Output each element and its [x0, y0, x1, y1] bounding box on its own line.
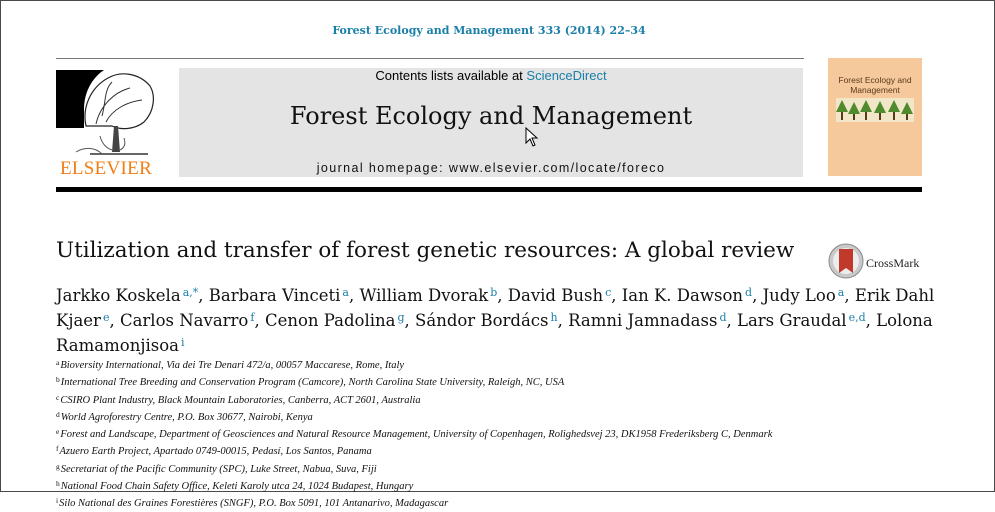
homepage-prefix: journal homepage: [316, 161, 449, 175]
author [763, 286, 855, 305]
author-affiliation-marker[interactable]: f [250, 311, 255, 324]
affiliation-row [56, 425, 956, 442]
affiliation-letter: h [56, 479, 60, 489]
author-affiliation-marker[interactable]: b [490, 286, 498, 299]
author [622, 286, 763, 305]
author-name[interactable]: Lars Graudal [736, 311, 847, 330]
elsevier-wordmark: ELSEVIER [59, 158, 153, 179]
author-affiliation-marker[interactable]: e [102, 311, 110, 324]
author-separator: , [404, 311, 416, 330]
author-affiliation-marker[interactable]: g [397, 311, 405, 324]
author-name[interactable]: Jarkko Koskela [56, 286, 181, 305]
crossmark-label[interactable]: CrossMark [866, 256, 920, 270]
header-thick-rule [56, 187, 922, 192]
author-name[interactable]: David Bush [507, 286, 604, 305]
author-name[interactable]: Erik Dahl Kjaer [56, 286, 935, 330]
article-title: Utilization and transfer of forest genetic resources: A global review [56, 238, 795, 263]
author-separator: , [844, 286, 855, 305]
author-list [56, 282, 936, 357]
journal-citation [0, 24, 978, 37]
affiliation-letter: e [56, 427, 60, 437]
affiliation-row [56, 391, 956, 408]
cover-trees-icon [836, 98, 914, 122]
top-rule [56, 58, 804, 59]
author-affiliation-marker[interactable]: h [550, 311, 558, 324]
journal-homepage [179, 161, 803, 175]
affiliation-row [56, 494, 956, 511]
author-name[interactable]: Barbara Vinceti [208, 286, 341, 305]
affiliation-text: World Agroforestry Centre, P.O. Box 30677, Nairobi, Kenya [60, 411, 313, 423]
affiliation-row [56, 460, 956, 477]
contents-line [179, 68, 803, 83]
author-separator: , [611, 286, 622, 305]
author-name[interactable]: Judy Loo [762, 286, 836, 305]
author [120, 311, 265, 330]
affiliation-row [56, 408, 956, 425]
homepage-url-link[interactable]: www.elsevier.com/locate/foreco [448, 161, 666, 175]
author-separator: , [497, 286, 508, 305]
author-separator: , [348, 286, 360, 305]
author-separator: , [109, 311, 120, 330]
author-affiliation-marker[interactable]: a [837, 286, 845, 299]
author-name[interactable]: Cenon Padolina [264, 311, 396, 330]
affiliation-row [56, 373, 956, 390]
author-affiliation-marker[interactable]: i [180, 336, 185, 349]
author-affiliation-marker[interactable]: e,d [848, 311, 866, 324]
cover-title: Forest Ecology and Management [838, 75, 912, 95]
crossmark-icon[interactable] [828, 243, 864, 279]
author-separator: , [557, 311, 569, 330]
author-name[interactable]: Ian K. Dawson [621, 286, 744, 305]
author [209, 286, 360, 305]
journal-banner [179, 68, 803, 177]
affiliation-text: Secretariat of the Pacific Community (SPC), Luke Street, Nabua, Suva, Fiji [60, 463, 377, 475]
affiliation-row [56, 356, 956, 373]
author-separator: , [254, 311, 265, 330]
author-affiliation-marker[interactable]: c [605, 286, 612, 299]
author-separator: , [198, 286, 209, 305]
affiliation-text: National Food Chain Safety Office, Keleti Karoly utca 24, 1024 Budapest, Hungary [60, 481, 414, 493]
author-name[interactable]: Carlos Navarro [119, 311, 249, 330]
author [56, 286, 209, 305]
affiliation-letter: b [56, 375, 60, 385]
journal-title: Forest Ecology and Management [289, 102, 693, 130]
author-name[interactable]: William Dvorak [359, 286, 489, 305]
affiliation-letter: d [56, 409, 60, 419]
author-separator: , [865, 311, 877, 330]
affiliation-text: Forest and Landscape, Department of Geosciences and Natural Resource Management, University of Copenhagen, Rolighedsvej 23, DK1958 Frederiksberg C, Denmark [60, 429, 773, 441]
author-affiliation-marker[interactable]: a [342, 286, 349, 299]
author [359, 286, 507, 305]
author-name[interactable]: Sándor Bordács [415, 311, 549, 330]
affiliation-text: Bioversity International, Via dei Tre Denari 472/a, 00057 Maccarese, Rome, Italy [60, 360, 405, 371]
author [415, 311, 568, 330]
mouse-cursor-icon [525, 127, 539, 147]
author-affiliation-marker[interactable]: d [719, 311, 727, 324]
affiliation-letter: a [56, 358, 60, 367]
author-affiliation-marker[interactable]: d [745, 286, 753, 299]
affiliation-letter: i [56, 496, 59, 506]
affiliation-text: Azuero Earth Project, Apartado 0749-00015, Pedasí, Los Santos, Panama [59, 446, 372, 458]
author-separator: , [752, 286, 763, 305]
citation-link[interactable]: Forest Ecology and Management 333 (2014) 22–34 [332, 24, 646, 37]
affiliation-list [56, 356, 956, 512]
author [568, 311, 737, 330]
author-affiliation-marker[interactable]: a,* [182, 286, 199, 299]
author-name[interactable]: Ramni Jamnadass [568, 311, 718, 330]
author [508, 286, 622, 305]
author-name[interactable]: Lolona Ramamonjisoa [56, 311, 933, 355]
sciencedirect-link[interactable]: ScienceDirect [526, 68, 607, 83]
affiliation-letter: g [56, 461, 60, 471]
author [737, 311, 876, 330]
affiliation-text: CSIRO Plant Industry, Black Mountain Laboratories, Canberra, ACT 2601, Australia [60, 394, 421, 406]
affiliation-letter: c [56, 392, 60, 402]
contents-prefix: Contents lists available at [375, 68, 527, 83]
journal-cover-thumbnail[interactable] [828, 58, 922, 176]
author [265, 311, 415, 330]
affiliation-letter: f [56, 444, 59, 454]
affiliation-text: Silo National des Graines Forestières (SNGF), P.O. Box 5091, 101 Antanarivo, Madagascar [59, 498, 449, 510]
affiliation-row [56, 442, 956, 459]
author-separator: , [726, 311, 737, 330]
affiliation-text: International Tree Breeding and Conservation Program (Camcore), North Carolina State University, Raleigh, NC, USA [60, 377, 565, 389]
